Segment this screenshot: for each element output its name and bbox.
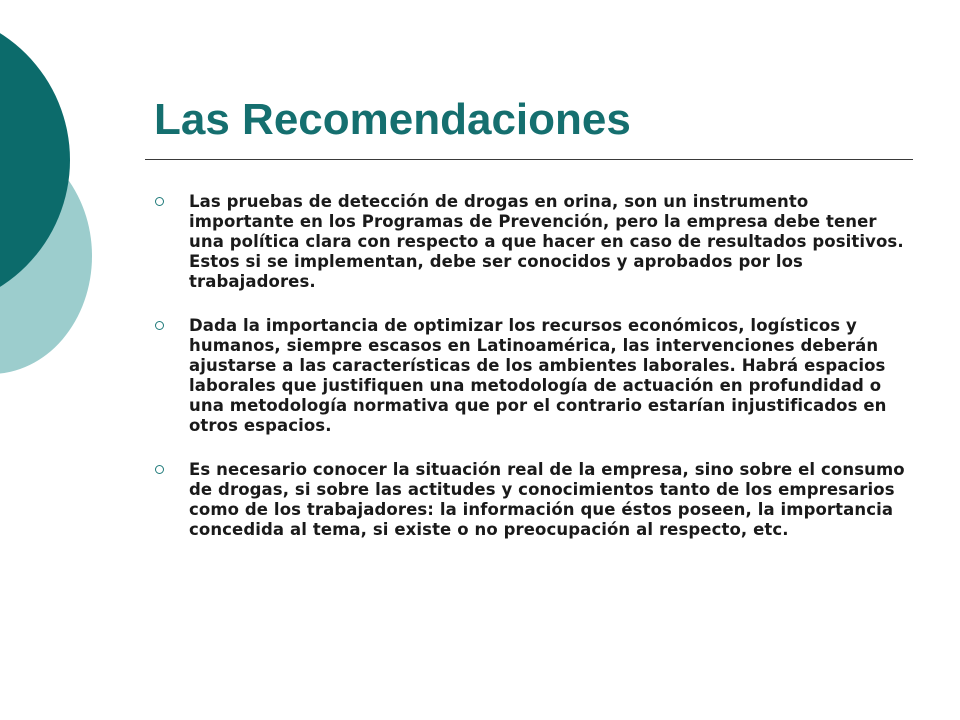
hollow-circle-icon [155,321,164,330]
bullet-text: Es necesario conocer la situación real de la empresa, sino sobre el consumo de drogas, si sobre las actitudes y conocimientos tanto de los empresarios como de los trabajadores: la información que éstos poseen, la importancia concedida al tema, si existe o no preocupación al respecto, etc. [189,460,905,539]
bullet-list [154,192,906,564]
hollow-circle-icon [155,197,164,206]
bullet-text: Las pruebas de detección de drogas en orina, son un instrumento importante en los Programas de Prevención, pero la empresa debe tener una política clara con respecto a que hacer en caso de resultados positivos. Estos si se implementan, debe ser conocidos y aprobados por los trabajadores. [189,192,904,291]
title-divider [145,159,913,160]
slide-title: Las Recomendaciones [154,95,631,144]
bullet-item [154,460,906,540]
hollow-circle-icon [155,465,164,474]
bullet-text: Dada la importancia de optimizar los recursos económicos, logísticos y humanos, siempre escasos en Latinoamérica, las intervenciones deberán ajustarse a las características de los ambientes laborales. Habrá espacios laborales que justifiquen una metodología de actuación en profundidad o una metodología normativa que por el contrario estarían injustificados en otros espacios. [189,316,887,435]
bullet-item [154,192,906,292]
bullet-item [154,316,906,436]
